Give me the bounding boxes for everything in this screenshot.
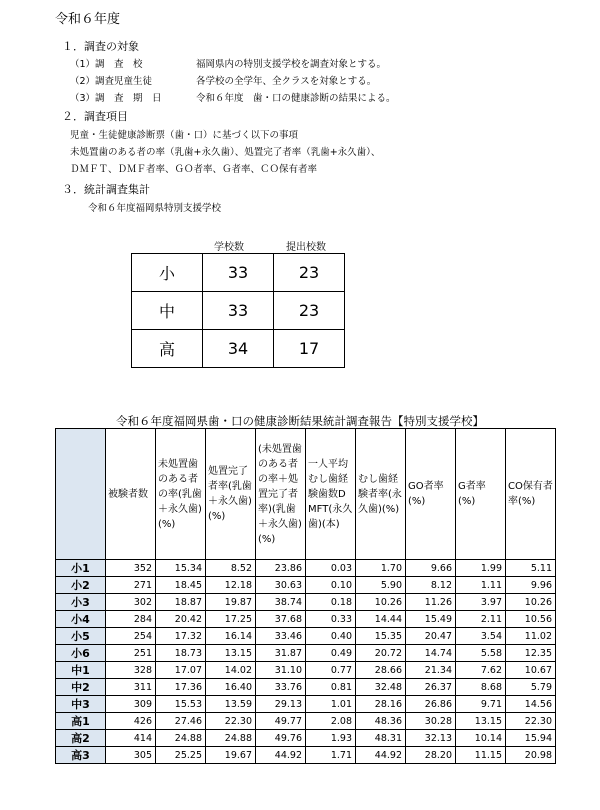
table-cell: 9.96 (506, 577, 556, 594)
table-cell: 11.26 (406, 594, 456, 611)
table-cell: 13.59 (206, 696, 256, 713)
grade-label: 高3 (56, 747, 106, 764)
table-cell: 302 (106, 594, 156, 611)
table-cell: 0.40 (306, 628, 356, 645)
survey-item-line: 児童・生徒健康診断票（歯・口）に基づく以下の事項 (70, 130, 299, 141)
submitted-count: 17 (274, 330, 345, 368)
table-cell: 19.87 (206, 594, 256, 611)
school-level: 小 (132, 254, 203, 292)
grade-label: 小4 (56, 611, 106, 628)
table-row (56, 645, 556, 662)
table-cell: 1.71 (306, 747, 356, 764)
table-cell: 15.49 (406, 611, 456, 628)
school-count: 34 (203, 330, 274, 368)
section3-subtitle: 令和６年度福岡県特別支援学校 (88, 203, 222, 214)
table-cell: 38.74 (256, 594, 306, 611)
table-cell: 37.68 (256, 611, 306, 628)
results-caption: 令和６年度福岡県歯・口の健康診断結果統計調査報告【特別支援学校】 (116, 414, 484, 428)
survey-item-label: （3）調 査 期 日 (70, 93, 162, 104)
table-cell: 352 (106, 560, 156, 577)
table-cell: 11.15 (456, 747, 506, 764)
table-cell: 5.11 (506, 560, 556, 577)
school-count-header: 学校数 (214, 242, 244, 253)
grade-label: 小6 (56, 645, 106, 662)
table-cell: 48.31 (356, 730, 406, 747)
survey-item-value: 福岡県内の特別支援学校を調査対象とする。 (196, 59, 387, 70)
table-cell: 8.12 (406, 577, 456, 594)
grade-label: 小5 (56, 628, 106, 645)
table-cell: 13.15 (206, 645, 256, 662)
table-cell: 14.02 (206, 662, 256, 679)
table-cell: 414 (106, 730, 156, 747)
column-header: 被験者数 (106, 429, 156, 560)
table-cell: 14.56 (506, 696, 556, 713)
table-cell: 10.56 (506, 611, 556, 628)
table-cell: 16.40 (206, 679, 256, 696)
table-cell: 18.45 (156, 577, 206, 594)
table-cell: 16.14 (206, 628, 256, 645)
table-cell: 17.25 (206, 611, 256, 628)
table-row (56, 577, 556, 594)
table-cell: 17.36 (156, 679, 206, 696)
table-cell: 48.36 (356, 713, 406, 730)
submitted-count: 23 (274, 254, 345, 292)
submitted-count-header: 提出校数 (286, 242, 326, 253)
table-cell: 311 (106, 679, 156, 696)
school-count: 33 (203, 292, 274, 330)
column-header: (未処置歯のある者の率＋処置完了者率)(乳歯＋永久歯)(%) (256, 429, 306, 560)
table-cell: 20.47 (406, 628, 456, 645)
table-cell: 284 (106, 611, 156, 628)
table-cell: 0.81 (306, 679, 356, 696)
table-cell: 9.66 (406, 560, 456, 577)
table-cell: 271 (106, 577, 156, 594)
table-cell: 0.03 (306, 560, 356, 577)
survey-item-label: （2）調査児童生徒 (70, 76, 153, 87)
table-row (56, 713, 556, 730)
results-body (56, 560, 556, 764)
table-cell: 18.87 (156, 594, 206, 611)
column-header: 未処置歯のある者の率(乳歯＋永久歯)(%) (156, 429, 206, 560)
table-row (56, 662, 556, 679)
table-cell: 13.15 (456, 713, 506, 730)
table-cell: 32.48 (356, 679, 406, 696)
table-cell: 19.67 (206, 747, 256, 764)
school-level: 高 (132, 330, 203, 368)
table-cell: 28.20 (406, 747, 456, 764)
table-cell: 1.11 (456, 577, 506, 594)
table-cell: 5.79 (506, 679, 556, 696)
table-cell: 11.02 (506, 628, 556, 645)
table-cell: 0.49 (306, 645, 356, 662)
survey-item-line: 未処置歯のある者の率（乳歯+永久歯）、処置完了者率（乳歯+永久歯）、 (70, 147, 381, 158)
table-cell: 33.76 (256, 679, 306, 696)
table-cell: 24.88 (156, 730, 206, 747)
column-header: CO保有者率(%) (506, 429, 556, 560)
table-cell: 18.73 (156, 645, 206, 662)
table-cell: 26.37 (406, 679, 456, 696)
table-cell: 28.16 (356, 696, 406, 713)
table-cell: 21.34 (406, 662, 456, 679)
table-cell: 20.72 (356, 645, 406, 662)
table-row (56, 679, 556, 696)
column-header: むし歯経験者率(永久歯)(%) (356, 429, 406, 560)
table-cell: 31.87 (256, 645, 306, 662)
grade-label: 高2 (56, 730, 106, 747)
table-cell: 28.66 (356, 662, 406, 679)
table-cell: 17.32 (156, 628, 206, 645)
table-cell: 254 (106, 628, 156, 645)
table-cell: 1.99 (456, 560, 506, 577)
grade-label: 小1 (56, 560, 106, 577)
table-cell: 20.42 (156, 611, 206, 628)
table-cell: 1.93 (306, 730, 356, 747)
table-cell: 15.34 (156, 560, 206, 577)
table-row (56, 628, 556, 645)
table-row (132, 292, 345, 330)
table-cell: 8.68 (456, 679, 506, 696)
table-cell: 30.28 (406, 713, 456, 730)
survey-item-label: （1）調 査 校 (70, 59, 143, 70)
table-cell: 31.10 (256, 662, 306, 679)
table-cell: 7.62 (456, 662, 506, 679)
table-cell: 17.07 (156, 662, 206, 679)
table-cell: 305 (106, 747, 156, 764)
column-header: G者率(%) (456, 429, 506, 560)
table-row (132, 330, 345, 368)
table-cell: 49.76 (256, 730, 306, 747)
table-cell: 2.08 (306, 713, 356, 730)
table-row (132, 254, 345, 292)
table-cell: 3.54 (456, 628, 506, 645)
table-cell: 12.18 (206, 577, 256, 594)
table-cell: 26.86 (406, 696, 456, 713)
school-count: 33 (203, 254, 274, 292)
header-row (56, 429, 556, 560)
column-header: 一人平均むし歯経験歯数DMFT(永久歯)(本) (306, 429, 356, 560)
table-cell: 0.33 (306, 611, 356, 628)
table-cell: 33.46 (256, 628, 306, 645)
submitted-count: 23 (274, 292, 345, 330)
corner-cell (56, 429, 106, 560)
table-row (56, 696, 556, 713)
table-row (56, 747, 556, 764)
table-cell: 5.58 (456, 645, 506, 662)
survey-item-value: 各学校の全学年、全クラスを対象とする。 (196, 76, 377, 87)
table-cell: 251 (106, 645, 156, 662)
section1-heading: １．調査の対象 (62, 40, 139, 53)
table-cell: 24.88 (206, 730, 256, 747)
table-cell: 22.30 (206, 713, 256, 730)
column-header: 処置完了者率(乳歯＋永久歯)(%) (206, 429, 256, 560)
grade-label: 高1 (56, 713, 106, 730)
table-cell: 1.01 (306, 696, 356, 713)
table-cell: 426 (106, 713, 156, 730)
section3-heading: ３．統計調査集計 (62, 183, 150, 196)
table-cell: 44.92 (356, 747, 406, 764)
table-cell: 29.13 (256, 696, 306, 713)
grade-label: 中3 (56, 696, 106, 713)
table-cell: 9.71 (456, 696, 506, 713)
grade-label: 小3 (56, 594, 106, 611)
page-title: 令和６年度 (55, 12, 121, 27)
table-cell: 10.26 (356, 594, 406, 611)
survey-item-value: 令和６年度 歯・口の健康診断の結果による。 (196, 93, 396, 104)
table-cell: 25.25 (156, 747, 206, 764)
table-row (56, 730, 556, 747)
school-level: 中 (132, 292, 203, 330)
table-cell: 0.18 (306, 594, 356, 611)
results-table (55, 428, 556, 764)
table-cell: 22.30 (506, 713, 556, 730)
table-cell: 15.53 (156, 696, 206, 713)
table-cell: 309 (106, 696, 156, 713)
table-row (56, 594, 556, 611)
table-cell: 0.77 (306, 662, 356, 679)
table-cell: 8.52 (206, 560, 256, 577)
table-cell: 15.94 (506, 730, 556, 747)
table-cell: 1.70 (356, 560, 406, 577)
table-cell: 27.46 (156, 713, 206, 730)
table-cell: 20.98 (506, 747, 556, 764)
table-cell: 14.44 (356, 611, 406, 628)
school-count-table (131, 253, 345, 368)
section2-heading: ２．調査項目 (62, 110, 128, 123)
table-row (56, 560, 556, 577)
table-cell: 49.77 (256, 713, 306, 730)
table-cell: 23.86 (256, 560, 306, 577)
table-cell: 32.13 (406, 730, 456, 747)
table-cell: 30.63 (256, 577, 306, 594)
table-cell: 5.90 (356, 577, 406, 594)
table-cell: 14.74 (406, 645, 456, 662)
table-cell: 0.10 (306, 577, 356, 594)
table-row (56, 611, 556, 628)
table-cell: 12.35 (506, 645, 556, 662)
grade-label: 中1 (56, 662, 106, 679)
table-cell: 328 (106, 662, 156, 679)
table-cell: 15.35 (356, 628, 406, 645)
grade-label: 中2 (56, 679, 106, 696)
column-header: GO者率(%) (406, 429, 456, 560)
table-cell: 10.26 (506, 594, 556, 611)
grade-label: 小2 (56, 577, 106, 594)
table-cell: 10.67 (506, 662, 556, 679)
table-cell: 10.14 (456, 730, 506, 747)
survey-item-line: ＤＭＦＴ、ＤＭＦ者率、ＧＯ者率、Ｇ者率、ＣＯ保有者率 (70, 164, 318, 175)
table-cell: 44.92 (256, 747, 306, 764)
table-cell: 2.11 (456, 611, 506, 628)
table-cell: 3.97 (456, 594, 506, 611)
